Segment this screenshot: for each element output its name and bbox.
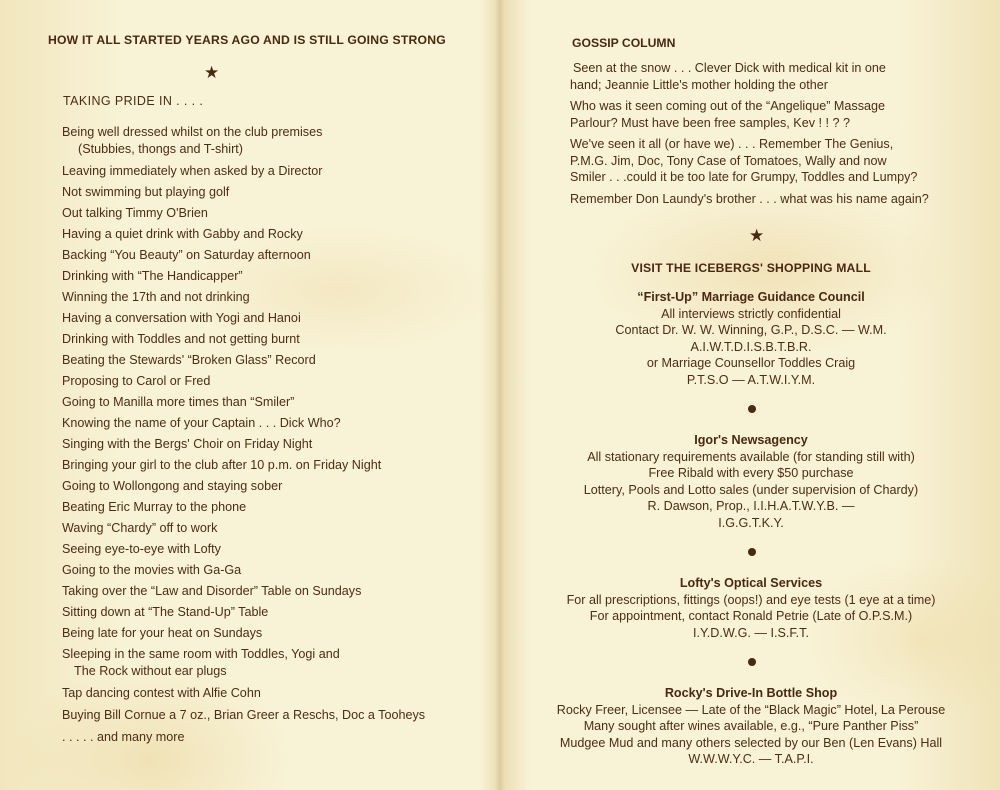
pride-list-item [62,562,425,579]
pride-item-text: Leaving immediately when asked by a Director [62,164,323,178]
pride-list-item [62,583,425,600]
pride-list-item [62,685,425,702]
listing-line: For all prescriptions, fittings (oops!) and eye tests (1 eye at a time) [566,592,936,607]
listing-line: For appointment, contact Ronald Petrie (Late of O.P.S.M.) [589,609,913,623]
pride-list-item [62,646,425,680]
listing-marriage-guidance [502,289,1000,388]
pride-item-subtext: (Stubbies, thongs and T-shirt) [78,142,243,156]
listing-line: I.Y.D.W.G. — I.S.F.T. [693,625,809,640]
pride-item-text: Going to Wollongong and staying sober [62,479,283,493]
listing-line: A.I.W.T.D.I.S.B.T.B.R. [690,339,812,354]
bullet-dot-icon [748,548,756,556]
pride-item-text: Being late for your heat on Sundays [62,626,263,640]
gossip-line: Who was it seen coming out of the “Angelique” Massage [570,99,886,113]
gossip-line: Smiler . . .could it be too late for Grumpy, Toddles and Lumpy? [570,170,918,184]
listing-line: Many sought after wines available, e.g., “Pure Panther Piss” [583,719,919,733]
pride-item-text: Tap dancing contest with Alfie Cohn [62,686,261,700]
right-page [502,0,1000,790]
gossip-item [570,98,990,131]
listing-line: or Marriage Counsellor Toddles Craig [646,356,856,370]
pride-item-text: Sitting down at “The Stand-Up” Table [62,605,269,619]
gossip-line: P.M.G. Jim, Doc, Tony Case of Tomatoes, Wally and now [570,153,887,168]
pride-list-item [62,331,425,348]
pride-list-item [62,205,425,222]
listing-line: All interviews strictly confidential [661,306,841,321]
pride-list-item [62,707,425,724]
pride-list-item [62,394,425,411]
listing-line: Contact Dr. W. W. Winning, G.P., D.S.C. — W.M. [615,323,887,337]
pride-item-text: Beating the Stewards' “Broken Glass” Record [62,353,316,367]
pride-item-text: Winning the 17th and not drinking [62,290,250,304]
listing-name: “First-Up” Marriage Guidance Council [637,290,865,304]
pride-item-text: Singing with the Bergs' Choir on Friday Night [62,437,313,451]
pride-item-text: Backing “You Beauty” on Saturday afternoon [62,248,311,262]
pride-list-item [62,457,425,474]
listing-bottle-shop [502,685,1000,768]
pride-item-text: Going to the movies with Ga-Ga [62,563,242,577]
pride-item-text: Drinking with Toddles and not getting burnt [62,332,300,346]
pride-item-text: Having a quiet drink with Gabby and Rocky [62,227,303,241]
pride-item-text: Having a conversation with Yogi and Hanoi [62,311,301,325]
gossip-item [570,191,990,208]
pride-list-item [62,373,425,390]
pride-item-text: Not swimming but playing golf [62,185,230,199]
pride-item-text: Going to Manilla more times than “Smiler” [62,395,295,409]
pride-list-item [62,478,425,495]
pride-list-item [62,163,425,180]
pride-item-text: Knowing the name of your Captain . . . Dick Who? [62,416,341,430]
listing-line: I.G.G.T.K.Y. [718,515,784,530]
pride-item-text: Taking over the “Law and Disorder” Table on Sundays [62,584,362,598]
pride-item-text: Drinking with “The Handicapper” [62,269,243,283]
listing-line: All stationary requirements available (for standing still with) [587,449,915,464]
pride-list-item [62,625,425,642]
gossip-line: We've seen it all (or have we) . . . Remember The Genius, [570,137,894,151]
pride-item-text: Bringing your girl to the club after 10 p.m. on Friday Night [62,458,382,472]
pride-item-text: Waving “Chardy” off to work [62,521,218,535]
pride-list-item [62,268,425,285]
bullet-dot-icon [748,658,756,666]
pride-item-subtext: The Rock without ear plugs [74,664,227,678]
left-page [0,0,498,790]
pride-list-item [62,247,425,264]
gossip-item [570,136,990,186]
listing-name: Lofty's Optical Services [679,576,823,590]
pride-item-text: Seeing eye-to-eye with Lofty [62,542,221,556]
pride-list-item [62,541,425,558]
gossip-column [570,60,990,212]
taking-pride-heading: TAKING PRIDE IN . . . . [63,94,204,108]
listing-line: P.T.S.O — A.T.W.I.Y.M. [686,372,816,387]
bullet-dot-icon [748,405,756,413]
listing-optical-services [502,575,1000,641]
listing-line: Lottery, Pools and Lotto sales (under supervision of Chardy) [583,482,919,497]
listing-line: W.W.W.Y.C. — T.A.P.I. [688,752,814,766]
pride-item-text: Buying Bill Cornue a 7 oz., Brian Greer a Reschs, Doc a Tooheys [62,708,426,722]
listing-line: Rocky Freer, Licensee — Late of the “Black Magic” Hotel, La Perouse [556,702,946,717]
pride-list-item [62,499,425,516]
pride-list-item [62,415,425,432]
star-icon: ★ [749,226,765,245]
pride-list-item [62,310,425,327]
listing-name: Rocky's Drive-In Bottle Shop [664,686,838,700]
pride-list-item [62,352,425,369]
pride-list-item [62,729,425,746]
gossip-line: Parlour? Must have been free samples, Kev ! ! ? ? [570,115,851,130]
gossip-item [570,60,990,93]
gossip-line: hand; Jeannie Little's mother holding the other [570,77,828,92]
pride-item-text: Being well dressed whilst on the club premises [62,125,323,139]
listing-line: Free Ribald with every $50 purchase [648,466,854,480]
listing-line: Mudgee Mud and many others selected by our Ben (Len Evans) Hall [559,735,943,750]
left-page-heading: HOW IT ALL STARTED YEARS AGO AND IS STILL GOING STRONG [48,33,446,47]
pride-list-item [62,604,425,621]
listing-newsagency [502,432,1000,531]
gossip-line: Seen at the snow . . . Clever Dick with medical kit in one [573,61,886,75]
listing-name: Igor's Newsagency [694,433,808,447]
pride-list [62,124,425,746]
pride-list-item [62,226,425,243]
pride-list-item [62,184,425,201]
pride-item-text: Beating Eric Murray to the phone [62,500,247,514]
mall-heading: VISIT THE ICEBERGS' SHOPPING MALL [631,261,871,275]
star-icon: ★ [204,63,220,82]
gossip-line: Remember Don Laundy's brother . . . what was his name again? [570,191,929,206]
gossip-heading: GOSSIP COLUMN [572,36,676,50]
pride-item-text: . . . . . and many more [62,730,185,744]
pride-item-text: Proposing to Carol or Fred [62,374,211,388]
pride-list-item [62,520,425,537]
listing-line: R. Dawson, Prop., I.I.H.A.T.W.Y.B. — [647,499,855,513]
pride-list-item [62,124,425,158]
pride-item-text: Out talking Timmy O'Brien [62,206,208,220]
pride-list-item [62,289,425,306]
pride-list-item [62,436,425,453]
pride-item-text: Sleeping in the same room with Toddles, Yogi and [62,647,340,661]
